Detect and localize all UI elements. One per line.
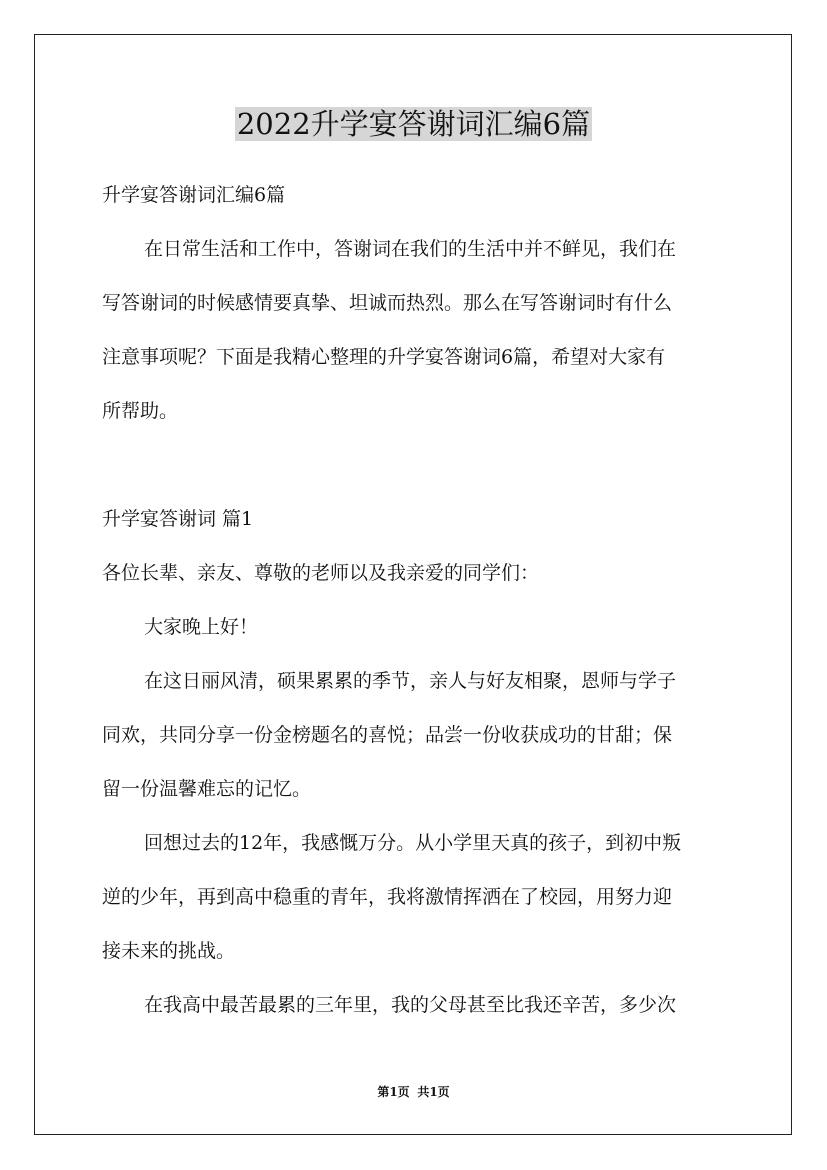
- paragraph-line: 在我高中最苦最累的三年里，我的父母甚至比我还辛苦，多少次: [144, 994, 677, 1016]
- document-subtitle: 升学宴答谢词汇编6篇: [102, 184, 286, 206]
- page-number: 第1页: [377, 1085, 410, 1099]
- document-title: [0, 104, 827, 144]
- salutation: 各位长辈、亲友、尊敬的老师以及我亲爱的同学们：: [102, 562, 540, 584]
- intro-line: 注意事项呢？下面是我精心整理的升学宴答谢词6篇，希望对大家有: [102, 346, 666, 368]
- document-title-text: 2022升学宴答谢词汇编6篇: [236, 107, 591, 141]
- intro-line: 写答谢词的时候感情要真挚、坦诚而热烈。那么在写答谢词时有什么: [102, 292, 673, 314]
- intro-line: 所帮助。: [102, 400, 179, 422]
- page-footer: [0, 1084, 827, 1100]
- intro-line: 在日常生活和工作中，答谢词在我们的生活中并不鲜见，我们在: [144, 238, 677, 260]
- intro-paragraph: [102, 222, 728, 438]
- section-heading: 升学宴答谢词 篇1: [102, 508, 254, 530]
- paragraph-line: 留一份温馨难忘的记忆。: [102, 778, 312, 800]
- paragraph-line: 在这日丽风清，硕果累累的季节，亲人与好友相聚，恩师与学子: [144, 670, 677, 692]
- paragraph-line: 同欢，共同分享一份金榜题名的喜悦；品尝一份收获成功的甘甜；保: [102, 724, 673, 746]
- page-total: 共1页: [417, 1085, 450, 1099]
- paragraph-line: 回想过去的12年，我感慨万分。从小学里天真的孩子，到初中叛: [144, 832, 682, 854]
- paragraph-line: 逆的少年，再到高中稳重的青年，我将激情挥洒在了校园，用努力迎: [102, 886, 673, 908]
- body-paragraph-1: [102, 654, 728, 816]
- paragraph-line: 接未来的挑战。: [102, 940, 236, 962]
- greeting: 大家晚上好！: [144, 616, 259, 638]
- body-paragraph-2: [102, 816, 728, 978]
- body-paragraph-3: [102, 978, 728, 1032]
